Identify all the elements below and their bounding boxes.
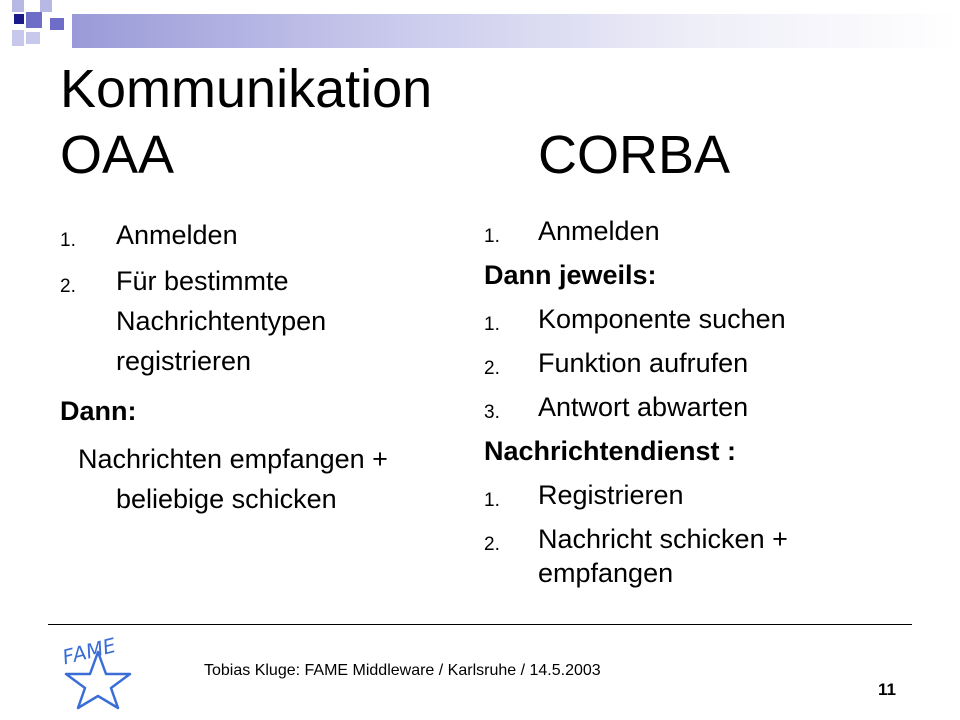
footer-divider: [48, 624, 912, 625]
then-text: beliebige schicken: [116, 484, 337, 514]
list-item-text: empfangen: [538, 558, 674, 588]
then-label: Dann:: [60, 396, 137, 426]
list-item-text: registrieren: [116, 346, 252, 376]
list-number: 3.: [484, 402, 500, 423]
list-number: 1.: [484, 314, 500, 335]
list-item-text: Nachrichtentypen: [116, 306, 327, 336]
list-item-text: Für bestimmte: [116, 266, 289, 296]
then-text: Nachrichten empfangen +: [78, 444, 388, 474]
each-label: Dann jeweils:: [484, 260, 657, 290]
list-item-text: Registrieren: [538, 480, 684, 510]
list-item-text: Anmelden: [116, 220, 238, 250]
list-number: 1.: [484, 226, 500, 247]
list-item-text: Funktion aufrufen: [538, 348, 749, 378]
title-oaa: OAA: [60, 125, 175, 185]
list-number: 2.: [60, 276, 76, 297]
slide-title: [60, 56, 731, 188]
list-item-text: Anmelden: [538, 216, 660, 246]
list-number: 1.: [484, 490, 500, 511]
header-gradient-bar: [72, 14, 960, 48]
footer-text: Tobias Kluge: FAME Middleware / Karlsruhe / 14.5.2003: [204, 662, 601, 679]
list-item-text: Nachricht schicken +: [538, 524, 788, 554]
title-line-2: [60, 122, 731, 188]
page-number: 11: [878, 680, 896, 699]
list-number: 2.: [484, 358, 500, 379]
title-line-1: Kommunikation: [60, 59, 433, 119]
list-number: 1.: [60, 230, 76, 251]
title-corba: CORBA: [538, 125, 731, 185]
list-number: 2.: [484, 534, 500, 555]
fame-logo-text: FAME: [59, 633, 119, 670]
service-label: Nachrichtendienst :: [484, 436, 737, 466]
list-item-text: Antwort abwarten: [538, 392, 749, 422]
fame-logo: [48, 630, 158, 710]
list-item-text: Komponente suchen: [538, 304, 786, 334]
corner-decoration: [0, 0, 80, 60]
